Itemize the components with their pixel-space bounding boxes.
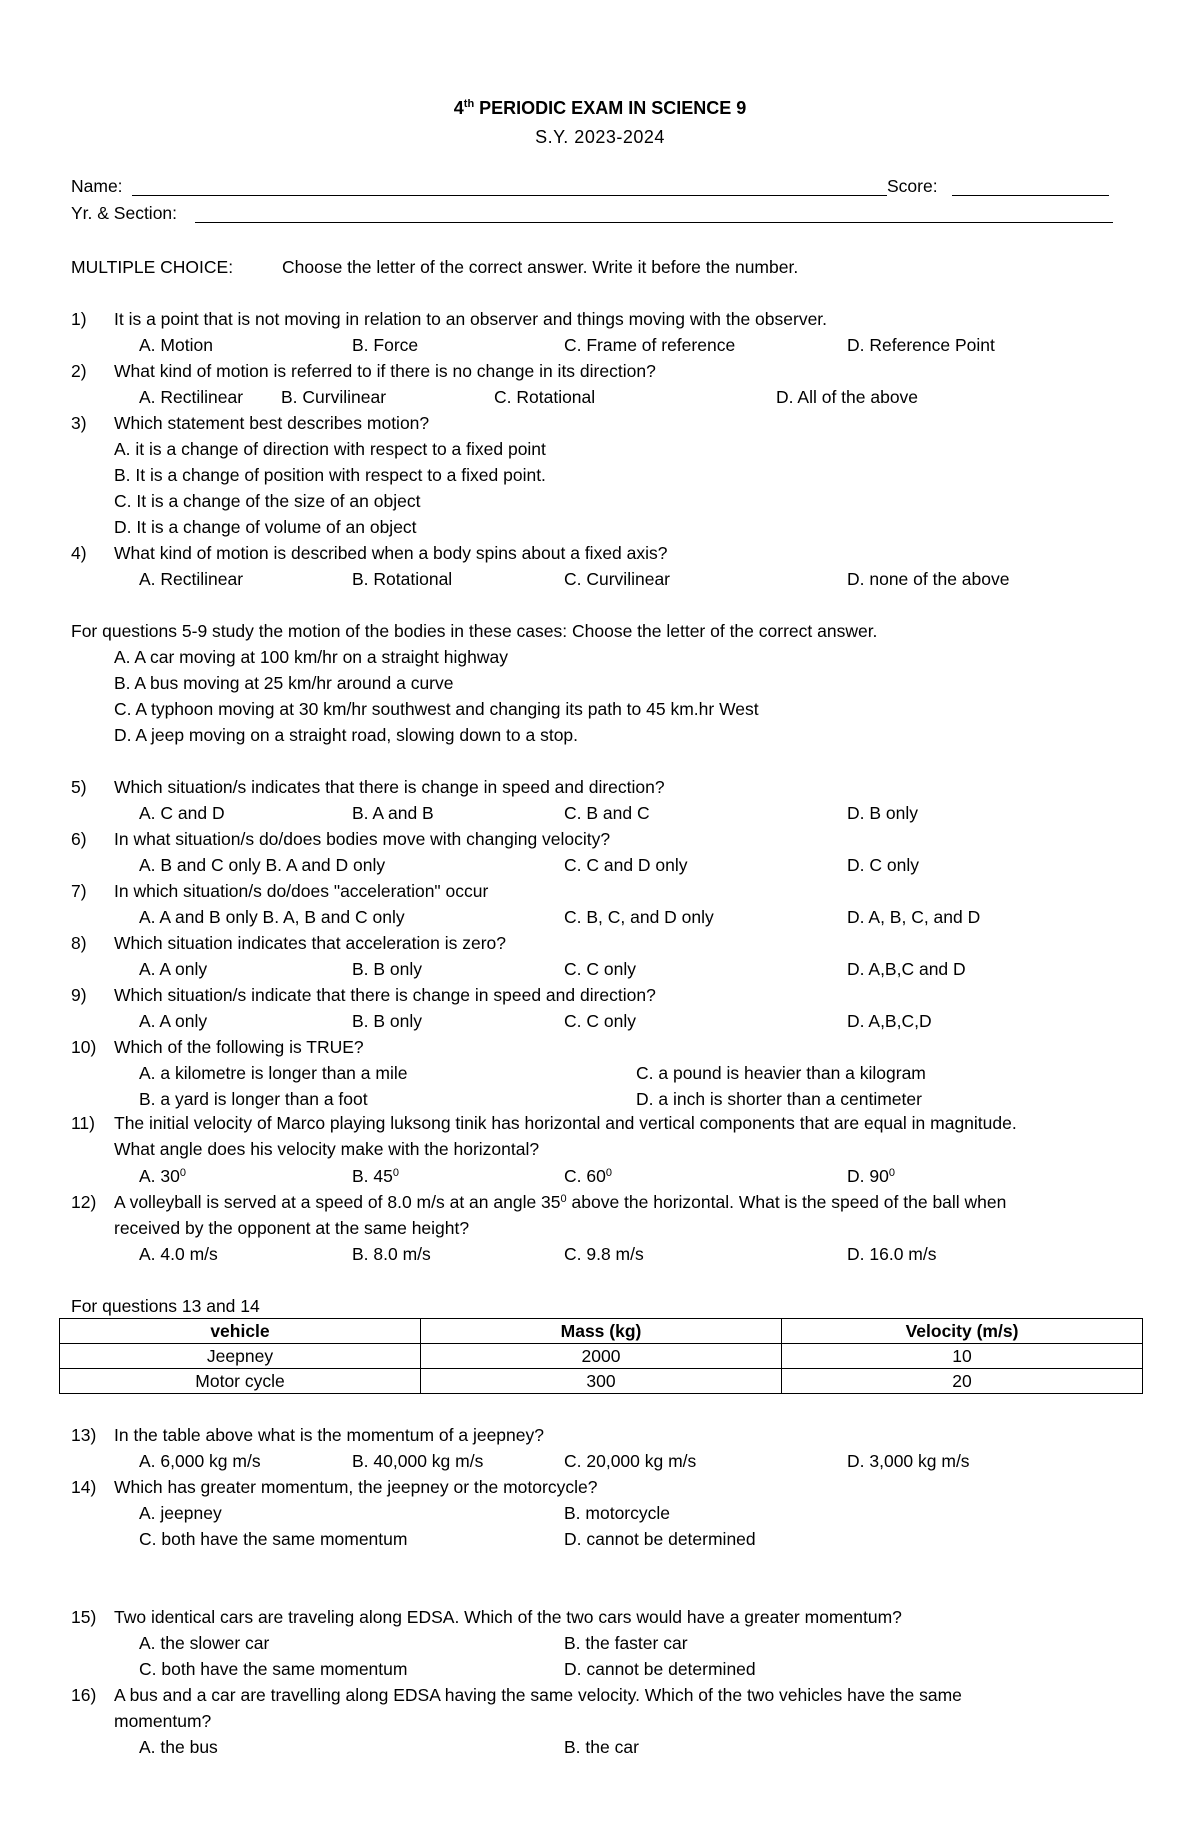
choice-a: A. Rectilinear xyxy=(139,387,244,407)
choice-b: B. the faster car xyxy=(564,1633,688,1653)
choice-d: D. C only xyxy=(847,855,919,875)
choice-d: D. A,B,C,D xyxy=(847,1011,932,1031)
choice-d: D. 16.0 m/s xyxy=(847,1244,937,1264)
question-text: Which situation indicates that acceleration is zero? xyxy=(114,933,507,953)
table-header-row xyxy=(60,1319,1143,1344)
choice-c: C. Frame of reference xyxy=(564,335,736,355)
choice-c: C. both have the same momentum xyxy=(139,1529,408,1549)
question-text: Two identical cars are traveling along EDSA. Which of the two cars would have a greater momentum? xyxy=(114,1607,902,1627)
choice-c: C. C only xyxy=(564,959,636,979)
cell-vehicle: Jeepney xyxy=(60,1344,421,1369)
choice-d: D. a inch is shorter than a centimeter xyxy=(636,1089,922,1109)
choice-a: A. it is a change of direction with respect to a fixed point xyxy=(114,439,546,459)
section-field[interactable] xyxy=(195,222,1113,223)
choice-a: A. Rectilinear xyxy=(139,569,244,589)
choice-a: A. $30^0$ xyxy=(139,1166,186,1186)
header-mass: Mass (kg) xyxy=(421,1319,782,1344)
question-text: What kind of motion is referred to if there is no change in its direction? xyxy=(114,361,656,381)
question-number: 10) xyxy=(71,1037,97,1057)
choice-a: A. 6,000 kg m/s xyxy=(139,1451,261,1471)
instructions-label: MULTIPLE CHOICE: xyxy=(71,257,234,277)
question-number: 8) xyxy=(71,933,87,953)
question-number: 16) xyxy=(71,1685,97,1705)
question-text-cont: momentum? xyxy=(114,1711,212,1731)
case-c: C. A typhoon moving at 30 km/hr southwest and changing its path to 45 km.hr West xyxy=(114,699,759,719)
question-text: A volleyball is served at a speed of 8.0 m/s at an angle $35^0$ above the horizontal. What is the speed of the ball when xyxy=(114,1192,1007,1212)
question-number: 2) xyxy=(71,361,87,381)
question-number: 4) xyxy=(71,543,87,563)
question-text: Which of the following is TRUE? xyxy=(114,1037,364,1057)
case-b: B. A bus moving at 25 km/hr around a curve xyxy=(114,673,454,693)
choice-d: D. 3,000 kg m/s xyxy=(847,1451,970,1471)
choice-d: D. It is a change of volume of an object xyxy=(114,517,417,537)
cell-mass: 2000 xyxy=(421,1344,782,1369)
choice-c: C. Curvilinear xyxy=(564,569,670,589)
question-number: 13) xyxy=(71,1425,97,1445)
choice-a: A. the bus xyxy=(139,1737,218,1757)
question-number: 3) xyxy=(71,413,87,433)
question-text: In what situation/s do/does bodies move with changing velocity? xyxy=(114,829,611,849)
question-text: What kind of motion is described when a body spins about a fixed axis? xyxy=(114,543,668,563)
choice-ab: A. B and C only B. A and D only xyxy=(139,855,386,875)
choice-d: D. A, B, C, and D xyxy=(847,907,981,927)
question-number: 14) xyxy=(71,1477,97,1497)
choice-c: C. C only xyxy=(564,1011,636,1031)
choice-c: C. B and C xyxy=(564,803,650,823)
question-text: Which statement best describes motion? xyxy=(114,413,430,433)
question-text: Which situation/s indicate that there is change in speed and direction? xyxy=(114,985,656,1005)
question-number: 6) xyxy=(71,829,87,849)
question-text-cont: What angle does his velocity make with the horizontal? xyxy=(114,1139,540,1159)
case-d: D. A jeep moving on a straight road, slowing down to a stop. xyxy=(114,725,579,745)
choice-b: B. Rotational xyxy=(352,569,453,589)
question-number: 11) xyxy=(71,1113,95,1133)
choice-d: D. $90^0$ xyxy=(847,1166,895,1186)
choice-b: B. a yard is longer than a foot xyxy=(139,1089,368,1109)
choice-a: A. A only xyxy=(139,959,208,979)
question-text: It is a point that is not moving in relation to an observer and things moving with the observer. xyxy=(114,309,828,329)
question-text: In which situation/s do/does "acceleration" occur xyxy=(114,881,489,901)
question-text: In the table above what is the momentum of a jeepney? xyxy=(114,1425,544,1445)
choice-c: C. $60^0$ xyxy=(564,1166,612,1186)
question-text: A bus and a car are travelling along EDSA having the same velocity. Which of the two vehicles have the same xyxy=(114,1685,962,1705)
choice-ab: A. A and B only B. A, B and C only xyxy=(139,907,405,927)
choice-c: C. B, C, and D only xyxy=(564,907,714,927)
choice-b: B. It is a change of position with respect to a fixed point. xyxy=(114,465,546,485)
choice-b: B. 8.0 m/s xyxy=(352,1244,431,1264)
choice-a: A. Motion xyxy=(139,335,213,355)
choice-b: B. B only xyxy=(352,959,423,979)
cell-velocity: 20 xyxy=(782,1369,1143,1394)
score-label: Score: xyxy=(887,176,938,196)
choice-d: D. B only xyxy=(847,803,918,823)
choice-a: A. 4.0 m/s xyxy=(139,1244,218,1264)
choice-d: D. cannot be determined xyxy=(564,1529,756,1549)
choice-a: A. C and D xyxy=(139,803,225,823)
choice-b: B. A and B xyxy=(352,803,434,823)
choice-c: C. Rotational xyxy=(494,387,596,407)
question-number: 9) xyxy=(71,985,87,1005)
table-row xyxy=(60,1344,1143,1369)
cell-mass: 300 xyxy=(421,1369,782,1394)
name-label: Name: xyxy=(71,176,123,196)
question-text: Which has greater momentum, the jeepney or the motorcycle? xyxy=(114,1477,598,1497)
school-year: S.Y. 2023-2024 xyxy=(535,127,665,147)
choice-d: D. cannot be determined xyxy=(564,1659,756,1679)
cell-velocity: 10 xyxy=(782,1344,1143,1369)
choice-b: B. motorcycle xyxy=(564,1503,670,1523)
question-text: The initial velocity of Marco playing luksong tinik has horizontal and vertical components that are equal in magnitude. xyxy=(114,1113,1017,1133)
choice-a: A. a kilometre is longer than a mile xyxy=(139,1063,408,1083)
question-number: 1) xyxy=(71,309,87,329)
choice-d: D. Reference Point xyxy=(847,335,995,355)
choice-b: B. $45^0$ xyxy=(352,1166,399,1186)
question-number: 12) xyxy=(71,1192,97,1212)
question-number: 15) xyxy=(71,1607,97,1627)
question-text-cont: received by the opponent at the same height? xyxy=(114,1218,470,1238)
case-a: A. A car moving at 100 km/hr on a straight highway xyxy=(114,647,508,667)
header-vehicle: vehicle xyxy=(60,1319,421,1344)
cell-vehicle: Motor cycle xyxy=(60,1369,421,1394)
header-velocity: Velocity (m/s) xyxy=(782,1319,1143,1344)
choice-d: D. none of the above xyxy=(847,569,1010,589)
question-number: 5) xyxy=(71,777,87,797)
choice-d: D. A,B,C and D xyxy=(847,959,966,979)
choice-c: C. It is a change of the size of an object xyxy=(114,491,421,511)
instructions-text: Choose the letter of the correct answer. Write it before the number. xyxy=(282,257,799,277)
question-number: 7) xyxy=(71,881,87,901)
choice-a: A. jeepney xyxy=(139,1503,222,1523)
cases-intro: For questions 5-9 study the motion of the bodies in these cases: Choose the letter of the correct answer. xyxy=(71,621,878,641)
question-text: Which situation/s indicates that there is change in speed and direction? xyxy=(114,777,665,797)
table-row xyxy=(60,1369,1143,1394)
choice-d: D. All of the above xyxy=(776,387,919,407)
choice-a: A. the slower car xyxy=(139,1633,270,1653)
choice-a: A. A only xyxy=(139,1011,208,1031)
choice-b: B. the car xyxy=(564,1737,639,1757)
table-intro: For questions 13 and 14 xyxy=(71,1296,260,1316)
choice-c: C. a pound is heavier than a kilogram xyxy=(636,1063,926,1083)
choice-b: B. 40,000 kg m/s xyxy=(352,1451,484,1471)
score-field[interactable] xyxy=(952,195,1109,196)
choice-c: C. C and D only xyxy=(564,855,688,875)
choice-c: C. 9.8 m/s xyxy=(564,1244,644,1264)
exam-title: 4th PERIODIC EXAM IN SCIENCE 9 xyxy=(453,98,747,118)
section-label: Yr. & Section: xyxy=(71,203,178,223)
choice-b: B. Curvilinear xyxy=(281,387,387,407)
choice-c: C. 20,000 kg m/s xyxy=(564,1451,697,1471)
choice-b: B. B only xyxy=(352,1011,423,1031)
choice-b: B. Force xyxy=(352,335,419,355)
vehicle-table xyxy=(59,1318,1143,1394)
choice-c: C. both have the same momentum xyxy=(139,1659,408,1679)
name-field[interactable] xyxy=(132,195,887,196)
